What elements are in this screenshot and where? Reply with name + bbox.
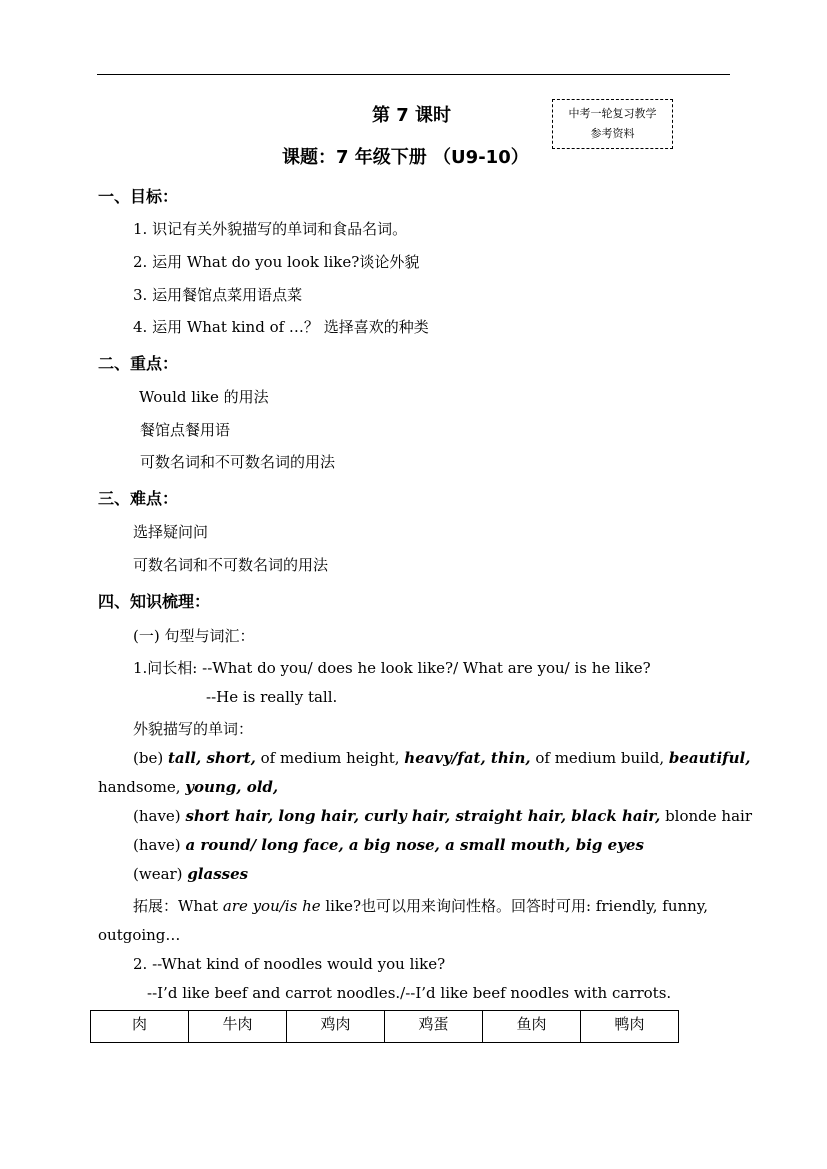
vocab-label: 外貌描写的单词： bbox=[133, 720, 254, 738]
ext-italic: are you/is he bbox=[222, 897, 321, 915]
key-point-item: 餐馆点餐用语 bbox=[140, 421, 231, 439]
be-words-4: young, old, bbox=[185, 778, 279, 796]
be-text-2: of medium height, bbox=[255, 749, 405, 767]
wear-prefix: (wear) bbox=[133, 865, 188, 883]
top-rule bbox=[97, 74, 730, 75]
food-table bbox=[90, 1010, 679, 1043]
be-text-4: handsome, bbox=[98, 778, 186, 796]
goal-item: 3. 运用餐馆点菜用语点菜 bbox=[133, 286, 303, 304]
key-point-item: 可数名词和不可数名词的用法 bbox=[140, 453, 336, 471]
knowledge-heading: 四、知识梳理： bbox=[98, 592, 211, 611]
table-row bbox=[91, 1011, 679, 1043]
goal-item: 4. 运用 What kind of …？ 选择喜欢的种类 bbox=[133, 318, 429, 336]
key-points-heading: 二、重点： bbox=[98, 354, 179, 373]
difficulty-item: 选择疑问问 bbox=[133, 523, 209, 541]
table-cell: 鸡肉 bbox=[287, 1011, 385, 1043]
table-cell: 鱼肉 bbox=[483, 1011, 581, 1043]
be-words-line-2 bbox=[98, 778, 278, 796]
table-cell: 鸡蛋 bbox=[385, 1011, 483, 1043]
table-cell: 鸭肉 bbox=[581, 1011, 679, 1043]
ext-prefix: 拓展：What bbox=[133, 897, 223, 915]
be-prefix: (be) bbox=[133, 749, 168, 767]
extension-line bbox=[133, 895, 708, 916]
answer-1: --He is really tall. bbox=[206, 688, 338, 706]
goal-item: 2. 运用 What do you look like?谈论外貌 bbox=[133, 253, 420, 271]
stamp-line-2: 参考资料 bbox=[590, 127, 635, 140]
difficulties-heading: 三、难点： bbox=[98, 489, 179, 508]
have-prefix: (have) bbox=[133, 836, 186, 854]
have-prefix: (have) bbox=[133, 807, 186, 825]
question-2: 2. --What kind of noodles would you like? bbox=[133, 955, 446, 973]
have-face-line bbox=[133, 836, 644, 854]
be-words-2: heavy/fat, thin, bbox=[404, 749, 531, 767]
table-cell: 牛肉 bbox=[189, 1011, 287, 1043]
hair-tail: blonde hair bbox=[660, 807, 752, 825]
hair-words: short hair, long hair, curly hair, straight hair, black hair, bbox=[185, 807, 661, 825]
have-hair-line bbox=[133, 807, 752, 825]
ext-text: like?也可以用来询问性格。回答时可用: friendly, funny, bbox=[320, 897, 709, 915]
goals-heading: 一、目标： bbox=[98, 187, 179, 206]
table-cell: 肉 bbox=[91, 1011, 189, 1043]
key-point-item: Would like 的用法 bbox=[139, 388, 269, 406]
be-words-1: tall, short, bbox=[167, 749, 256, 767]
face-words: a round/ long face, a big nose, a small mouth, big eyes bbox=[185, 836, 644, 854]
topic-title: 课题：7 年级下册 （U9-10） bbox=[282, 147, 529, 168]
be-words-line bbox=[133, 749, 750, 767]
lesson-title: 第 7 课时 bbox=[372, 105, 452, 126]
difficulty-item: 可数名词和不可数名词的用法 bbox=[133, 556, 329, 574]
wear-words: glasses bbox=[187, 865, 249, 883]
be-words-3: beautiful, bbox=[668, 749, 751, 767]
reference-stamp bbox=[552, 99, 673, 149]
goal-item: 1. 识记有关外貌描写的单词和食品名词。 bbox=[133, 220, 408, 238]
be-text-3: of medium build, bbox=[530, 749, 669, 767]
question-1: 1.问长相: --What do you/ does he look like?/ What are you/ is he like? bbox=[133, 659, 651, 677]
answer-2: --I’d like beef and carrot noodles./--I’d like beef noodles with carrots. bbox=[147, 984, 672, 1002]
extension-line-2: outgoing… bbox=[98, 926, 181, 944]
wear-line bbox=[133, 865, 248, 883]
stamp-line-1: 中考一轮复习教学 bbox=[568, 107, 657, 120]
subsection-title: (一) 句型与词汇： bbox=[133, 627, 255, 645]
